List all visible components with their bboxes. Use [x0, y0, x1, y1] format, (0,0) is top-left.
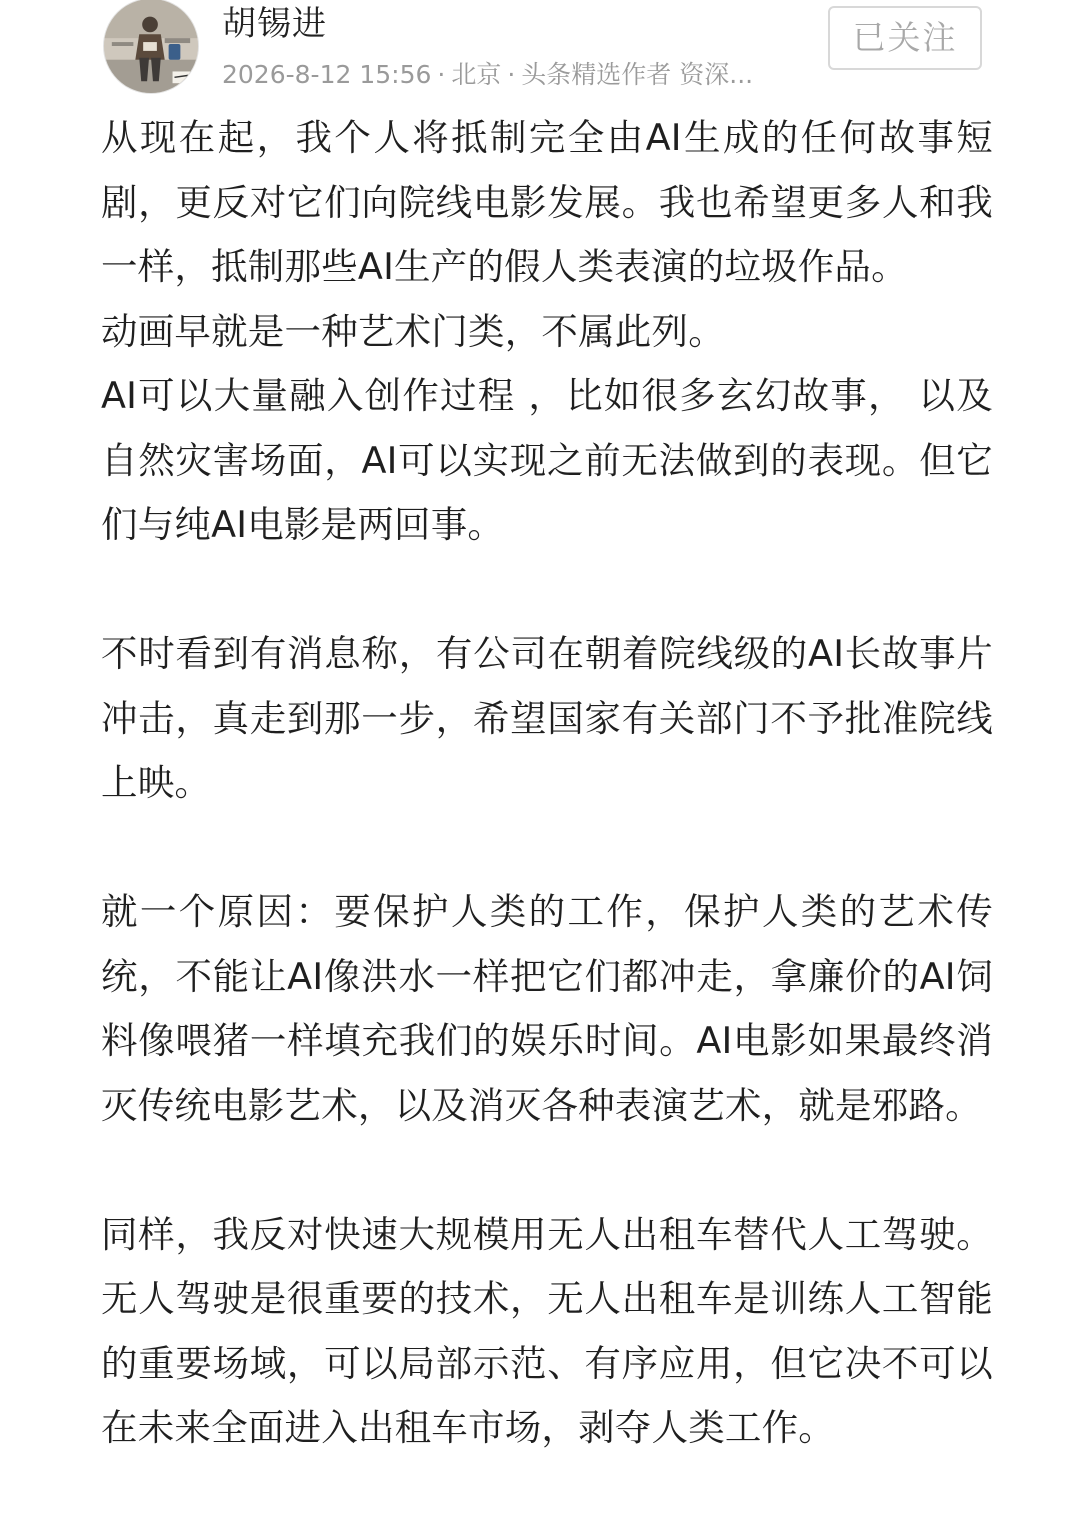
article-paragraph: 动画早就是一种艺术门类，不属此列。 — [101, 309, 725, 353]
article-paragraph: 不时看到有消息称，有公司在朝着院线级的AI长故事片冲击，真走到那一步，希望国家有关部门不予批准院线上映。 — [101, 632, 993, 804]
paragraph-gap — [101, 1138, 993, 1203]
author-name[interactable]: 胡锡进 — [222, 4, 327, 44]
meta-separator: · — [507, 60, 516, 89]
article-body — [101, 106, 993, 1461]
author-badge[interactable]: 头条精选作者 资深... — [521, 60, 754, 89]
article-paragraph: 从现在起，我个人将抵制完全由AI生成的任何故事短剧，更反对它们向院线电影发展。我也希望更多人和我一样，抵制那些AI生产的假人类表演的垃圾作品。 — [101, 116, 993, 288]
meta-separator: · — [437, 60, 446, 89]
post-location: 北京 — [451, 60, 502, 89]
post-meta — [222, 58, 753, 92]
avatar-photo-icon — [104, 0, 198, 93]
post-timestamp: 2026-8-12 15:56 — [222, 60, 432, 89]
post-header — [0, 0, 1084, 100]
paragraph-gap — [101, 816, 993, 881]
follow-button[interactable]: 已关注 — [828, 6, 982, 70]
author-avatar[interactable] — [103, 0, 199, 94]
article-paragraph: AI可以大量融入创作过程 ，比如很多玄幻故事， 以及自然灾害场面，AI可以实现之前无法做到的表现。但它们与纯AI电影是两回事。 — [101, 374, 993, 546]
article-paragraph: 同样，我反对快速大规模用无人出租车替代人工驾驶。无人驾驶是很重要的技术，无人出租车是训练人工智能的重要场域，可以局部示范、有序应用，但它决不可以在未来全面进入出租车市场，剥夺人类工作。 — [101, 1212, 993, 1449]
article-paragraph: 就一个原因：要保护人类的工作，保护人类的艺术传统，不能让AI像洪水一样把它们都冲走，拿廉价的AI饲料像喂猪一样填充我们的娱乐时间。AI电影如果最终消灭传统电影艺术，以及消灭各种表演艺术，就是邪路。 — [101, 890, 993, 1127]
paragraph-gap — [101, 558, 993, 623]
